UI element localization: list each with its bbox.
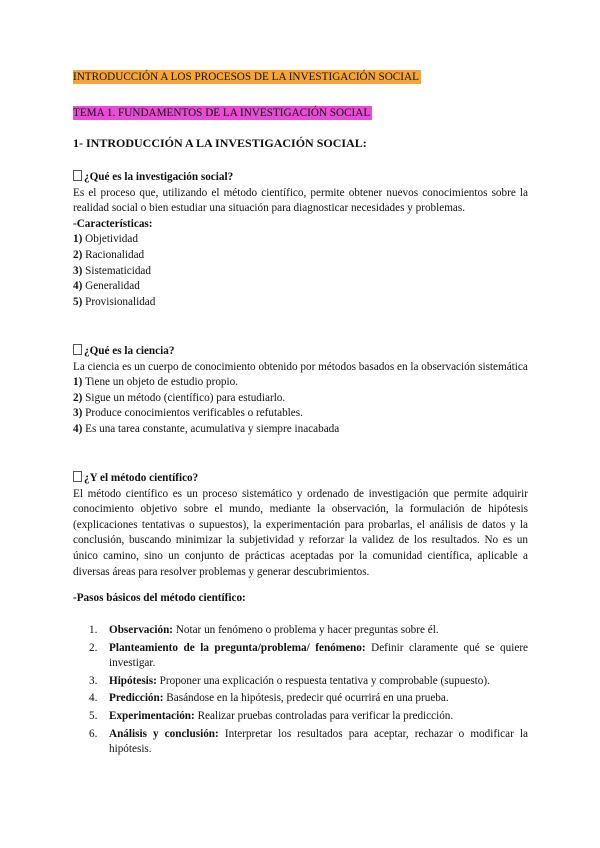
section-investigacion-social (73, 170, 528, 310)
list-item: 1. Observación: Notar un fenómeno o problema y hacer preguntas sobre él. (89, 624, 439, 636)
list-item: 3) Sistematicidad (73, 264, 151, 277)
list-item: 6. Análisis y conclusión: Interpretar los resultados para aceptar, rechazar o modificar la hipótesis. (89, 727, 528, 756)
document-title (73, 70, 421, 86)
list-item: 1) Objetividad (73, 233, 138, 246)
question-heading: ¿Qué es la ciencia? (73, 344, 528, 360)
list-item: 5. Experimentación: Realizar pruebas controladas para verificar la predicción. (89, 709, 454, 722)
document-subtitle (73, 106, 372, 122)
list-item: 4) Generalidad (73, 280, 140, 293)
answer-paragraph: Es el proceso que, utilizando el método científico, permite obtener nuevos conocimientos sobre la realidad social o bien estudiar una situación para diagnosticar necesidades y problemas. (73, 186, 528, 215)
subtitle-highlight: TEMA 1. FUNDAMENTOS DE LA INVESTIGACIÓN SOCIAL (73, 107, 371, 119)
list-item: 2. Planteamiento de la pregunta/problema/ fenómeno: Definir claramente qué se quiere investigar. (89, 641, 529, 670)
question-heading: ¿Y el método científico? (73, 471, 528, 487)
answer-paragraph: La ciencia es un cuerpo de conocimiento obtenido por métodos basados en la observación sistemática (73, 360, 528, 373)
steps-label: -Pasos básicos del método científico: (73, 592, 246, 605)
missing-glyph-icon (73, 170, 82, 181)
features-label: -Características: (73, 217, 153, 230)
steps-list (73, 623, 528, 760)
missing-glyph-icon (73, 471, 82, 482)
answer-paragraph: El método científico es un proceso sistemático y ordenado de investigación que permite adquirir conocimiento objetivo sobre el mundo, mediante la observación, la formulación de hipótesis (explicaciones tentativas o supuestos), la experimentación para probarlas, el análisis de datos y la conclusión, buscando minimizar la subjetividad y reforzar la validez de los resultados. No es un único camino, sino un conjunto de prácticas aceptadas por la comunidad científica, aplicable a diversas áreas para resolver problemas y generar descubrimientos. (73, 487, 528, 578)
list-item: 3) Produce conocimientos verificables o refutables. (73, 407, 303, 420)
missing-glyph-icon (73, 344, 82, 355)
section-metodo-cientifico (73, 471, 528, 607)
list-item: 1) Tiene un objeto de estudio propio. (73, 376, 239, 389)
title-highlight: INTRODUCCIÓN A LOS PROCESOS DE LA INVESTIGACIÓN SOCIAL (73, 71, 419, 83)
list-item: 2) Racionalidad (73, 248, 145, 261)
section-ciencia (73, 344, 528, 438)
list-item: 3. Hipótesis: Proponer una explicación o respuesta tentativa y comprobable (supuesto). (89, 674, 490, 687)
list-item: 5) Provisionalidad (73, 295, 156, 308)
list-item: 4) Es una tarea constante, acumulativa y siempre inacabada (73, 422, 340, 435)
question-heading: ¿Qué es la investigación social? (73, 170, 528, 186)
list-item: 4. Predicción: Basándose en la hipótesis, predecir qué ocurrirá en una prueba. (89, 692, 449, 705)
list-item: 2) Sigue un método (científico) para estudiarlo. (73, 391, 286, 404)
section-heading: 1- INTRODUCCIÓN A LA INVESTIGACIÓN SOCIAL: (73, 136, 367, 150)
